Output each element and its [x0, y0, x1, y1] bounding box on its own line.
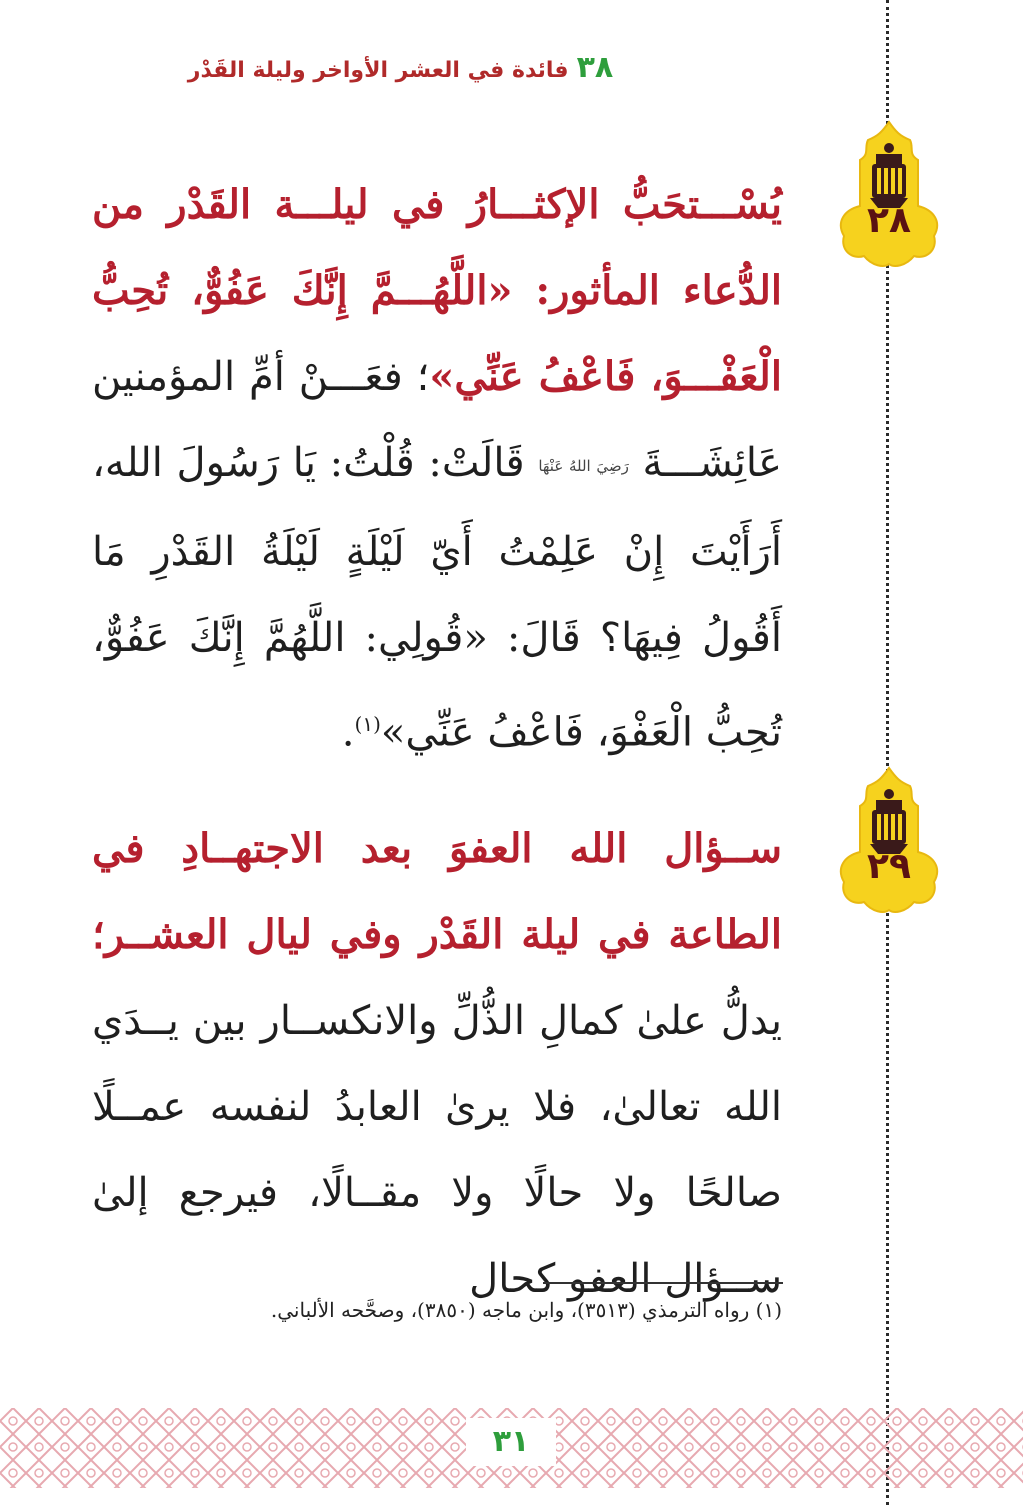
- benefit-badge-29: [834, 764, 944, 914]
- honorific-glyph: رَضِيَ اللهُ عَنْهَا: [538, 457, 629, 475]
- badge-number: ٢٨: [867, 200, 911, 241]
- lantern-icon: [834, 764, 944, 914]
- benefit-badge-28: [834, 118, 944, 268]
- end-mark: .: [341, 709, 355, 756]
- benefit-29-body: يدلُّ علىٰ كمالِ الذُّلِّ والانكســار بين يــدَي الله تعالىٰ، فلا يرىٰ العابدُ لنفسه عمــلًا صالحًا ولا حالًا ولا مقــالًا، فيرجع إلىٰ ســؤال العفو كحال: [92, 998, 782, 1302]
- benefit-29-heading: ســؤال الله العفوَ بعد الاجتهــادِ في الطاعة في ليلة القَدْر وفي ليال العشــر؛: [92, 825, 782, 958]
- lantern-icon: [834, 118, 944, 268]
- header-title: فائدة في العشر الأواخر وليلة القَدْر: [187, 58, 569, 83]
- benefit-28-body-b: قَالَتْ: قُلْتُ: يَا رَسُولَ الله، أَرَأَيْتَ إِنْ عَلِمْتُ أَيّ لَيْلَةٍ لَيْلَةُ القَدْرِ مَا أَقُولُ فِيهَا؟ قَالَ: «قُولِي: اللَّهُمَّ إِنَّكَ عَفُوٌّ، تُحِبُّ الْعَفْوَ، فَاعْفُ عَنِّي»: [92, 440, 782, 756]
- benefit-29-text: [92, 806, 782, 1322]
- running-header: [150, 50, 651, 85]
- footnote-ref[interactable]: (١): [354, 712, 381, 736]
- footnote-separator: [543, 1282, 783, 1284]
- benefit-28-heading: يُسْـــتحَبُّ الإكثـــارُ في ليلـــة القَدْر من الدُّعاء المأثور: «اللَّهُـــمَّ إِنَّكَ عَفُوٌّ، تُحِبُّ الْعَفْـــوَ، فَاعْفُ عَنِّي»: [92, 181, 782, 400]
- header-number: ٣٨: [576, 50, 614, 85]
- benefit-28-text: [92, 162, 782, 775]
- benefit-28-body-a: ؛ فعَـــنْ أمِّ المؤمنين عَائِشَـــةَ: [92, 354, 782, 486]
- footnote: (١) رواه الترمذي (٣٥١٣)، وابن ماجه (٣٨٥٠)، وصحَّحه الألباني.: [270, 1298, 782, 1322]
- badge-number: ٢٩: [867, 846, 911, 887]
- page-number: ٣١: [466, 1418, 556, 1466]
